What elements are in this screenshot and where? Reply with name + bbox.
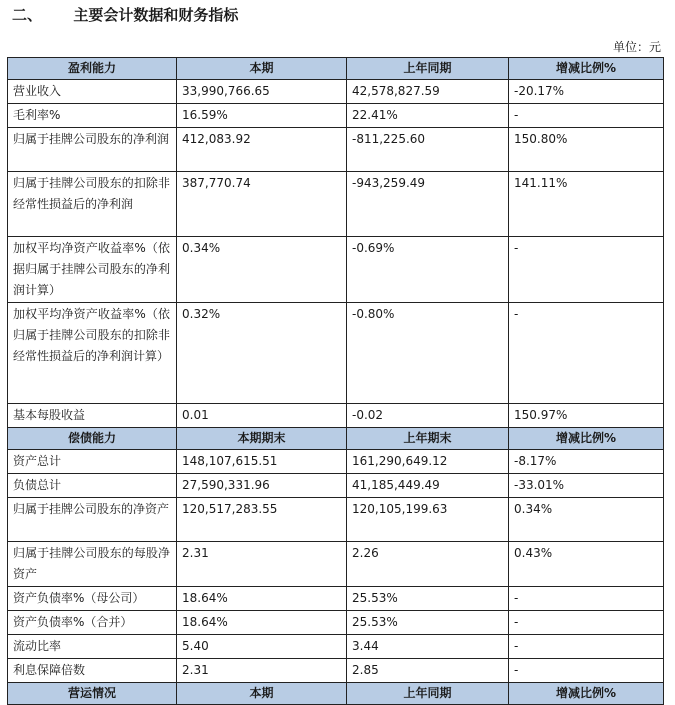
header-cell: 盈利能力: [8, 58, 177, 80]
table-row: [8, 542, 664, 587]
change-percent: -: [509, 303, 664, 404]
current-value: 0.32%: [177, 303, 347, 404]
prior-value: 3.44: [347, 635, 509, 659]
row-label: 资产负债率%（母公司）: [8, 587, 177, 611]
change-percent: 141.11%: [509, 172, 664, 237]
prior-value: 42,578,827.59: [347, 80, 509, 104]
table-row: [8, 498, 664, 542]
header-cell: 营运情况: [8, 683, 177, 705]
financial-indicators-table: [7, 57, 664, 705]
current-value: 387,770.74: [177, 172, 347, 237]
change-percent: -: [509, 635, 664, 659]
prior-value: 2.85: [347, 659, 509, 683]
prior-value: -0.69%: [347, 237, 509, 303]
table-row: [8, 659, 664, 683]
row-label: 归属于挂牌公司股东的扣除非经常性损益后的净利润: [8, 172, 177, 237]
change-percent: -: [509, 587, 664, 611]
header-cell: 上年同期: [347, 58, 509, 80]
change-percent: 0.43%: [509, 542, 664, 587]
prior-value: -811,225.60: [347, 128, 509, 172]
current-value: 0.01: [177, 404, 347, 428]
row-label: 归属于挂牌公司股东的每股净资产: [8, 542, 177, 587]
table-row: [8, 635, 664, 659]
change-percent: 150.97%: [509, 404, 664, 428]
operations-header-row: [8, 683, 664, 705]
row-label: 资产负债率%（合并）: [8, 611, 177, 635]
change-percent: 150.80%: [509, 128, 664, 172]
prior-value: 2.26: [347, 542, 509, 587]
row-label: 负债总计: [8, 474, 177, 498]
prior-value: 22.41%: [347, 104, 509, 128]
profitability-header-row: [8, 58, 664, 80]
row-label: 归属于挂牌公司股东的净资产: [8, 498, 177, 542]
current-value: 2.31: [177, 659, 347, 683]
header-cell: 增减比例%: [509, 58, 664, 80]
change-percent: -8.17%: [509, 450, 664, 474]
change-percent: -: [509, 104, 664, 128]
prior-value: -943,259.49: [347, 172, 509, 237]
table-row: [8, 80, 664, 104]
table-row: [8, 404, 664, 428]
prior-value: 161,290,649.12: [347, 450, 509, 474]
row-label: 加权平均净资产收益率%（依归属于挂牌公司股东的扣除非经常性损益后的净利润计算）: [8, 303, 177, 404]
table-row: [8, 237, 664, 303]
table-row: [8, 611, 664, 635]
prior-value: -0.80%: [347, 303, 509, 404]
unit-label: 单位：元: [612, 40, 661, 54]
prior-value: -0.02: [347, 404, 509, 428]
prior-value: 41,185,449.49: [347, 474, 509, 498]
row-label: 归属于挂牌公司股东的净利润: [8, 128, 177, 172]
section-number: 二、: [12, 6, 43, 24]
row-label: 利息保障倍数: [8, 659, 177, 683]
table-row: [8, 450, 664, 474]
change-percent: -33.01%: [509, 474, 664, 498]
table-row: [8, 104, 664, 128]
header-cell: 上年同期: [347, 683, 509, 705]
table-row: [8, 172, 664, 237]
row-label: 流动比率: [8, 635, 177, 659]
change-percent: 0.34%: [509, 498, 664, 542]
change-percent: -: [509, 611, 664, 635]
change-percent: -: [509, 237, 664, 303]
current-value: 16.59%: [177, 104, 347, 128]
current-value: 2.31: [177, 542, 347, 587]
prior-value: 25.53%: [347, 587, 509, 611]
prior-value: 25.53%: [347, 611, 509, 635]
current-value: 27,590,331.96: [177, 474, 347, 498]
row-label: 基本每股收益: [8, 404, 177, 428]
header-cell: 增减比例%: [509, 683, 664, 705]
section-title: 主要会计数据和财务指标: [73, 6, 239, 24]
prior-value: 120,105,199.63: [347, 498, 509, 542]
current-value: 0.34%: [177, 237, 347, 303]
header-cell: 上年期末: [347, 428, 509, 450]
header-cell: 偿债能力: [8, 428, 177, 450]
header-cell: 增减比例%: [509, 428, 664, 450]
table-row: [8, 303, 664, 404]
header-cell: 本期期末: [177, 428, 347, 450]
row-label: 毛利率%: [8, 104, 177, 128]
header-cell: 本期: [177, 683, 347, 705]
solvency-header-row: [8, 428, 664, 450]
row-label: 加权平均净资产收益率%（依据归属于挂牌公司股东的净利润计算）: [8, 237, 177, 303]
current-value: 18.64%: [177, 611, 347, 635]
table-row: [8, 587, 664, 611]
current-value: 33,990,766.65: [177, 80, 347, 104]
header-cell: 本期: [177, 58, 347, 80]
current-value: 120,517,283.55: [177, 498, 347, 542]
section-heading: [12, 4, 238, 25]
change-percent: -20.17%: [509, 80, 664, 104]
current-value: 412,083.92: [177, 128, 347, 172]
table-row: [8, 128, 664, 172]
row-label: 资产总计: [8, 450, 177, 474]
current-value: 18.64%: [177, 587, 347, 611]
current-value: 5.40: [177, 635, 347, 659]
current-value: 148,107,615.51: [177, 450, 347, 474]
change-percent: -: [509, 659, 664, 683]
table-row: [8, 474, 664, 498]
row-label: 营业收入: [8, 80, 177, 104]
